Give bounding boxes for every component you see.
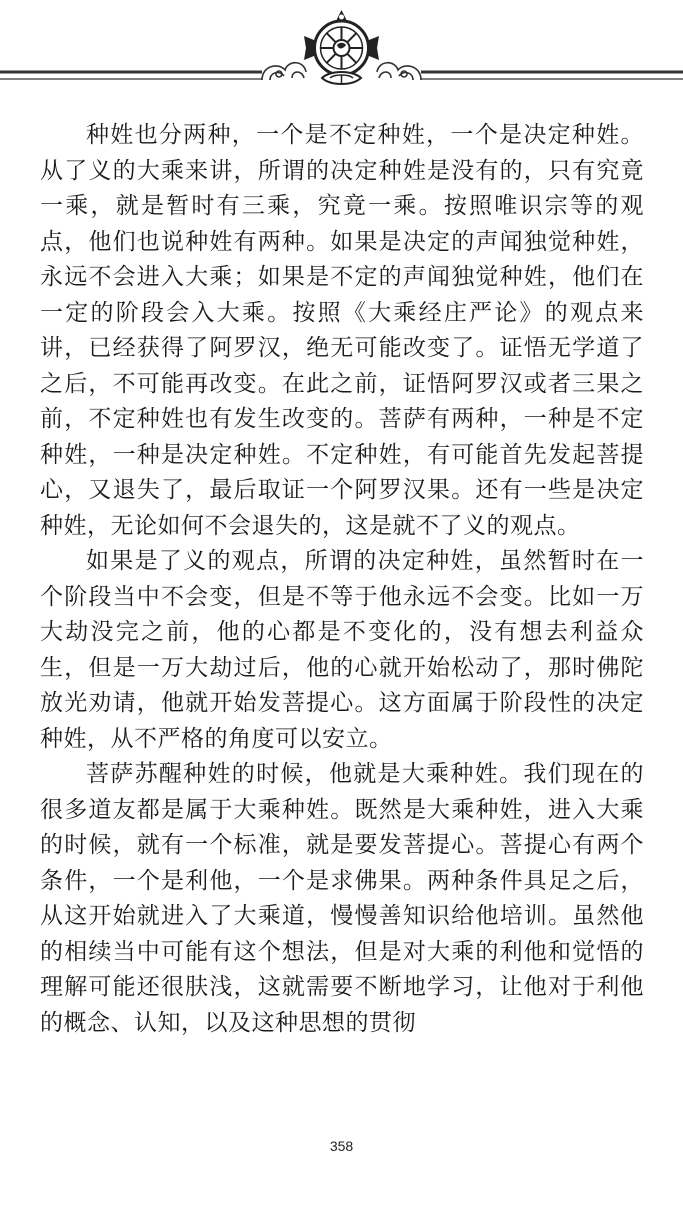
dharma-wheel-icon <box>304 10 379 84</box>
paragraph: 如果是了义的观点，所谓的决定种姓，虽然暂时在一个阶段当中不会变，但是不等于他永远不会变。比如一万大劫没完之前，他的心都是不变化的，没有想去利益众生，但是一万大劫过后，他的心就开始松动了，那时佛陀放光劝请，他就开始发菩提心。这方面属于阶段性的决定种姓，从不严格的角度可以安立。 <box>40 548 644 752</box>
page-header-ornament <box>0 0 683 100</box>
header-rule-right <box>421 72 683 79</box>
page-number: 358 <box>329 1138 354 1154</box>
cloud-ornament-left-icon <box>262 63 306 80</box>
body-text <box>40 118 644 1041</box>
paragraph: 菩萨苏醒种姓的时候，他就是大乘种姓。我们现在的很多道友都是属于大乘种姓。既然是大乘种姓，进入大乘的时候，就有一个标准，就是要发菩提心。菩提心有两个条件，一个是利他，一个是求佛果。两种条件具足之后，从这开始就进入了大乘道，慢慢善知识给他培训。虽然他的相续当中可能有这个想法，但是对大乘的利他和觉悟的理解可能还很肤浅，这就需要不断地学习，让他对于利他的概念、认知，以及这种思想的贯彻 <box>40 761 644 1036</box>
paragraph: 种姓也分两种，一个是不定种姓，一个是决定种姓。从了义的大乘来讲，所谓的决定种姓是没有的，只有究竟一乘，就是暂时有三乘，究竟一乘。按照唯识宗等的观点，他们也说种姓有两种。如果是决定的声闻独觉种姓，永远不会进入大乘；如果是不定的声闻独觉种姓，他们在一定的阶段会入大乘。按照《大乘经庄严论》的观点来讲，已经获得了阿罗汉，绝无可能改变了。证悟无学道了之后，不可能再改变。在此之前，证悟阿罗汉或者三果之前，不定种姓也有发生改变的。菩萨有两种，一种是不定种姓，一种是决定种姓。不定种姓，有可能首先发起菩提心，又退失了，最后取证一个阿罗汉果。还有一些是决定种姓，无论如何不会退失的，这是就不了义的观点。 <box>40 122 644 539</box>
header-rule-left <box>0 72 262 79</box>
cloud-ornament-right-icon <box>377 63 421 80</box>
